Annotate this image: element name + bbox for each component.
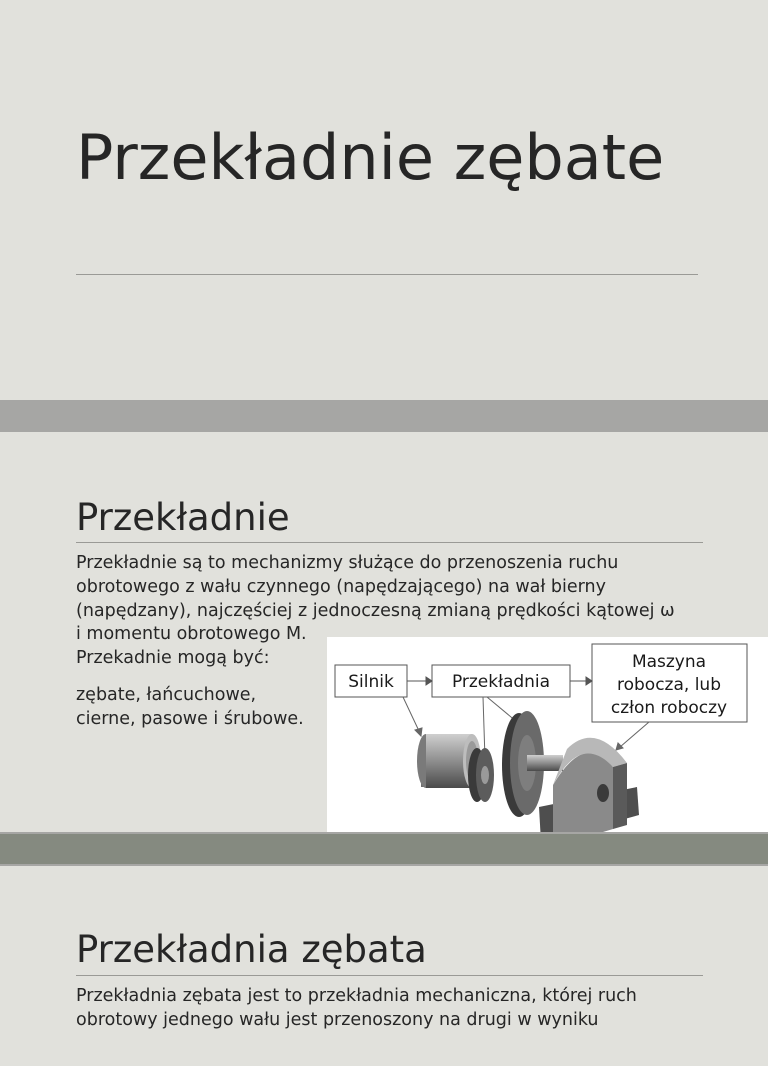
paragraph-line: obrotowego z wału czynnego (napędzającego) na wał bierny	[76, 576, 606, 597]
types-paragraph	[76, 684, 304, 732]
types-line: zębate, łańcuchowe,	[76, 685, 257, 705]
paragraph-line: obrotowy jednego wału jest przenoszony na drugi w wyniku	[76, 1009, 599, 1030]
machine-housing-drawing	[539, 738, 639, 832]
maszyna-label-line: Maszyna	[631, 652, 707, 672]
title-divider	[76, 274, 698, 275]
przekladnia-label: Przekładnia	[451, 672, 551, 692]
maszyna-label-line: człon roboczy	[610, 698, 728, 718]
paragraph-line: Przekadnie mogą być:	[76, 648, 270, 669]
heading-divider	[76, 975, 703, 976]
shaft-drawing	[527, 755, 563, 771]
paragraph-line: Przekładnia zębata jest to przekładnia mechaniczna, której ruch	[76, 986, 637, 1006]
types-line: cierne, pasowe i śrubowe.	[76, 708, 304, 729]
slide-title: Przekładnie zębate	[76, 121, 665, 194]
title-slide	[0, 0, 768, 400]
small-pulley-drawing	[468, 748, 494, 802]
transmission-diagram	[327, 637, 768, 832]
paragraph-line: (napędzany), najczęściej z jednoczesną zmianą prędkości kątowej ω	[76, 600, 675, 621]
heading-divider	[76, 542, 703, 543]
slide-heading: Przekładnie	[76, 496, 290, 539]
slide-separator-bar	[0, 834, 768, 864]
slide-przekladnia-zebata	[0, 866, 768, 1066]
paragraph-line: i momentu obrotowego M.	[76, 624, 307, 645]
definition-paragraph	[76, 985, 637, 1033]
paragraph-line: Przekładnie są to mechanizmy służące do przenoszenia ruchu	[76, 553, 619, 573]
slide-przekladnie	[0, 432, 768, 832]
slide-heading: Przekładnia zębata	[76, 928, 427, 971]
silnik-label: Silnik	[348, 672, 394, 692]
maszyna-label-line: robocza, lub	[617, 675, 721, 695]
transmission-illustration	[327, 637, 768, 832]
